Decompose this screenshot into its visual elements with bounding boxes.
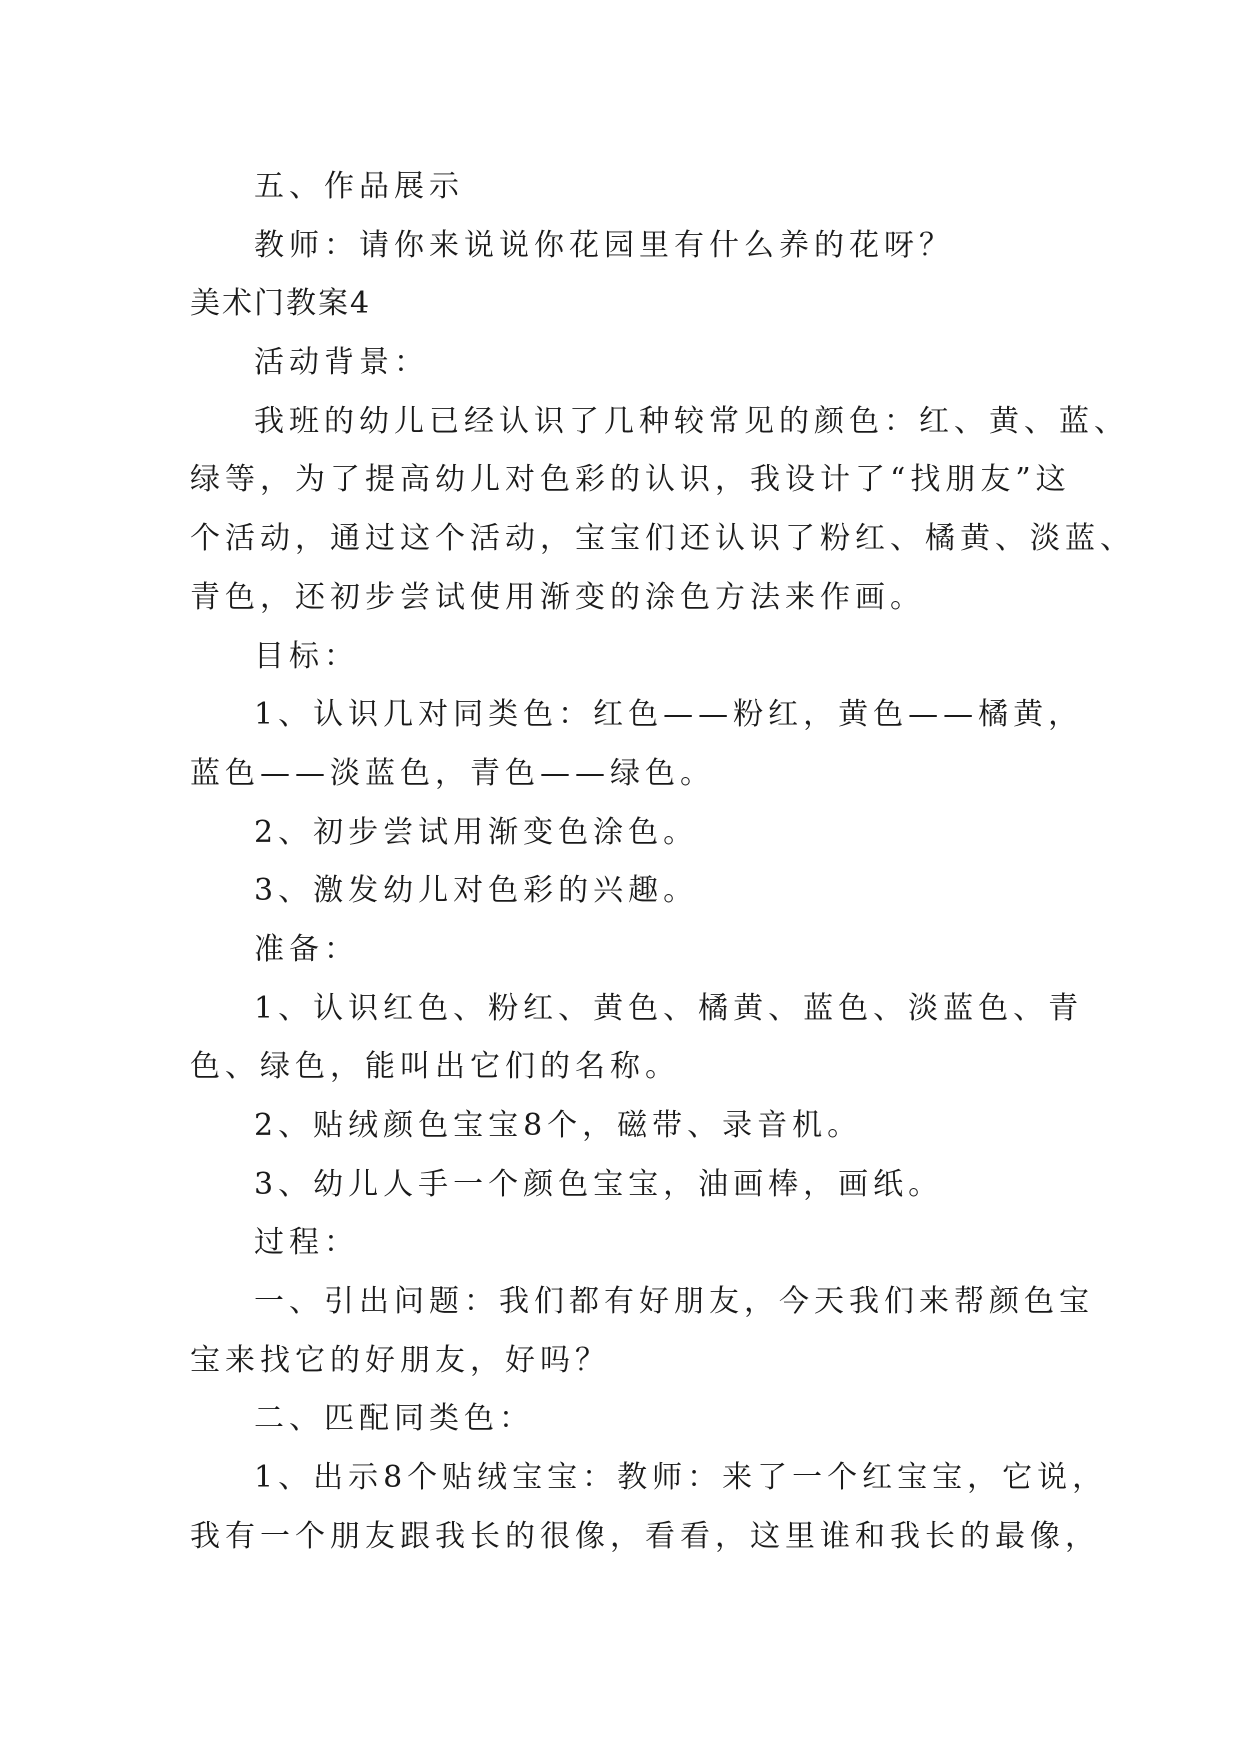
paragraph-line: 我班的幼儿已经认识了几种较常见的颜色：红、黄、蓝、 — [254, 403, 1129, 439]
paragraph-line: 宝来找它的好朋友，好吗？ — [190, 1342, 610, 1378]
list-item: 2、初步尝试用渐变色涂色。 — [254, 814, 699, 850]
section-heading-process: 过程： — [254, 1225, 359, 1261]
list-item: 1、认识几对同类色：红色——粉红，黄色——橘黄， — [254, 697, 1084, 733]
list-item: 2、贴绒颜色宝宝8个，磁带、录音机。 — [254, 1108, 863, 1143]
list-item-continuation: 色、绿色，能叫出它们的名称。 — [190, 1049, 680, 1085]
paragraph-line: 个活动，通过这个活动，宝宝们还认识了粉红、橘黄、淡蓝、 — [190, 521, 1135, 557]
section-heading-goals: 目标： — [254, 638, 359, 674]
paragraph-line: 青色，还初步尝试使用渐变的涂色方法来作画。 — [190, 579, 925, 615]
lesson-title: 美术门教案4 — [190, 286, 372, 322]
list-item: 1、认识红色、粉红、黄色、橘黄、蓝色、淡蓝色、青 — [254, 990, 1084, 1026]
list-item: 3、幼儿人手一个颜色宝宝，油画棒，画纸。 — [254, 1166, 944, 1202]
paragraph-line: 教师：请你来说说你花园里有什么养的花呀？ — [254, 227, 954, 263]
paragraph-line: 1、出示8个贴绒宝宝：教师：来了一个红宝宝，它说， — [254, 1460, 1108, 1496]
section-heading-preparation: 准备： — [254, 931, 359, 967]
paragraph-line: 我有一个朋友跟我长的很像，看看，这里谁和我长的最像， — [190, 1518, 1100, 1554]
list-item: 3、激发幼儿对色彩的兴趣。 — [254, 873, 699, 909]
paragraph-line: 绿等，为了提高幼儿对色彩的认识，我设计了“找朋友”这 — [190, 462, 1071, 498]
list-item-continuation: 蓝色——淡蓝色，青色——绿色。 — [190, 755, 715, 791]
section-heading-background: 活动背景： — [254, 345, 429, 381]
section-heading-matching: 二、匹配同类色： — [254, 1401, 534, 1437]
document-body — [190, 158, 1135, 1567]
paragraph-line: 一、引出问题：我们都有好朋友，今天我们来帮颜色宝 — [254, 1284, 1094, 1320]
section-heading-works-display: 五、作品展示 — [254, 169, 464, 204]
